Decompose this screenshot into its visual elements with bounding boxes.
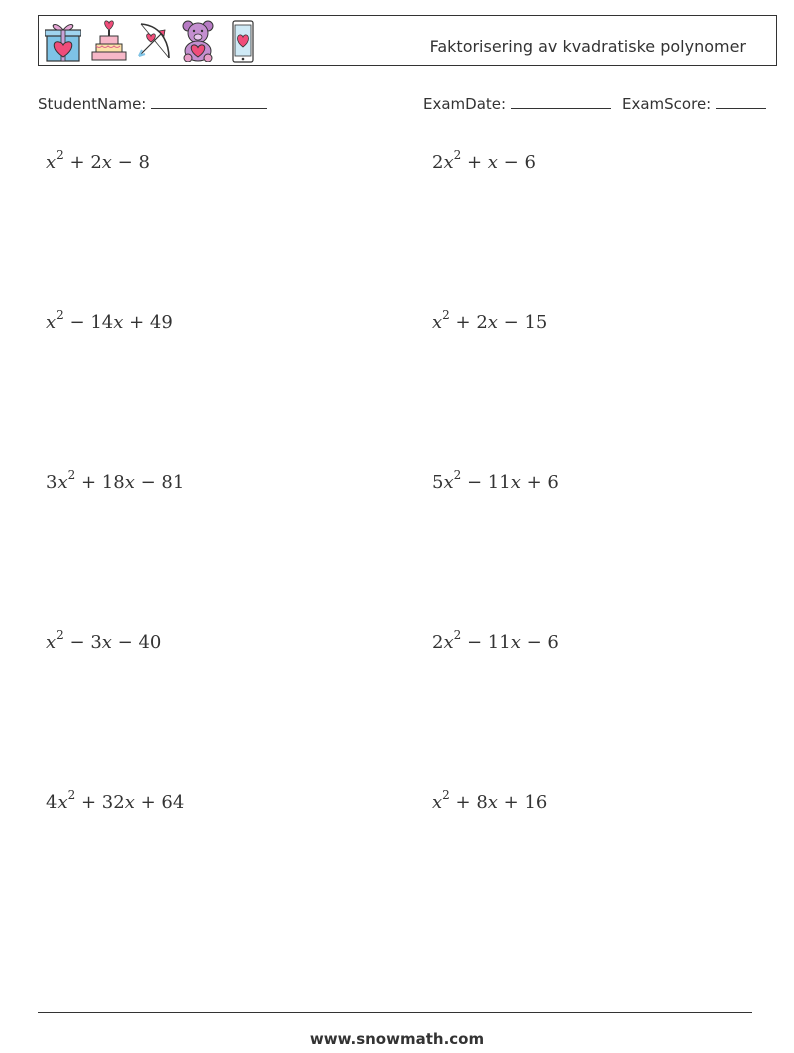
problem-10: $x^2 + 8x + 16$ [432,788,548,813]
student-name-label: StudentName: [38,95,147,113]
student-name-field [38,94,267,113]
worksheet-title: Faktorisering av kvadratiske polynomer [429,37,746,56]
worksheet-header [38,15,777,66]
problem-3: $x^2 - 14x + 49$ [46,308,173,333]
exam-date-label: ExamDate: [423,95,507,113]
exam-score-field [622,94,766,113]
bow-arrow-icon [135,20,173,62]
problem-4: $x^2 + 2x - 15$ [432,308,548,333]
gift-icon [45,20,81,62]
teddy-bear-icon [180,20,216,62]
problem-2: $2x^2 + x - 6$ [432,148,536,173]
problem-7: $x^2 - 3x - 40$ [46,628,162,653]
problem-1: $x^2 + 2x - 8$ [46,148,150,173]
problem-5: $3x^2 + 18x - 81$ [46,468,185,493]
student-name-blank [151,94,267,109]
problem-9: $4x^2 + 32x + 64$ [46,788,185,813]
cake-icon [91,20,127,62]
exam-date-field [423,94,611,113]
phone-heart-icon [231,20,255,64]
footer-url: www.snowmath.com [309,1030,485,1048]
problem-8: $2x^2 - 11x - 6$ [432,628,559,653]
exam-date-blank [511,94,611,109]
exam-score-blank [716,94,766,109]
problem-6: $5x^2 - 11x + 6$ [432,468,559,493]
exam-score-label: ExamScore: [622,95,712,113]
footer-divider [38,1012,752,1013]
